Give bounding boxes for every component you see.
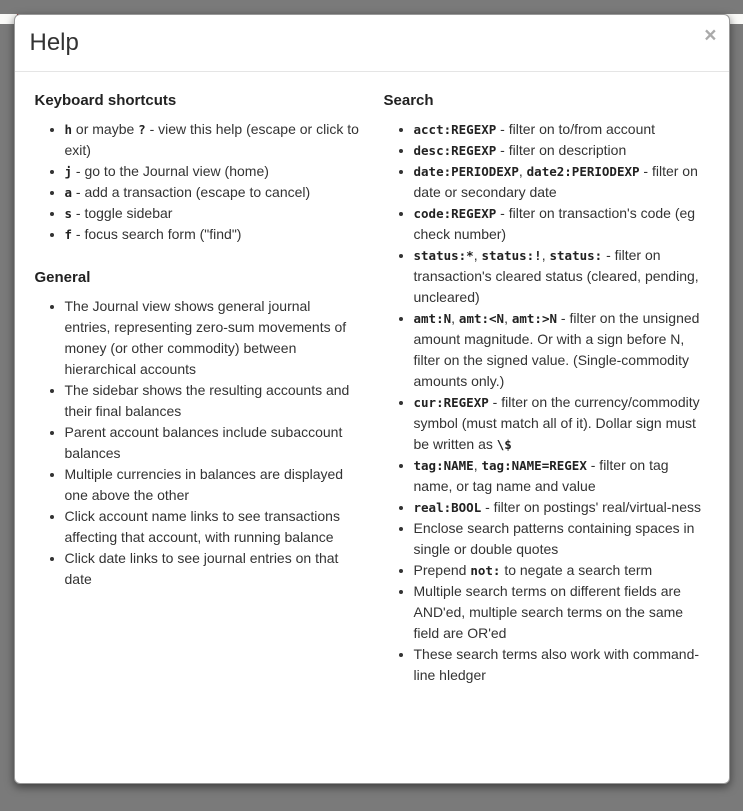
code-term: code:REGEXP xyxy=(413,205,497,221)
code-term: status: xyxy=(549,247,603,263)
code-term: h xyxy=(64,121,73,137)
section-heading: Keyboard shortcuts xyxy=(34,91,177,109)
list-item: • f - focus search form ("find") xyxy=(65,224,360,245)
modal-body xyxy=(15,72,729,721)
list-item: • date:PERIODEXP, date2:PERIODEXP - filter on date or secondary date xyxy=(414,161,709,203)
code-term: amt:<N xyxy=(458,310,505,326)
list-item: • tag:NAME, tag:NAME=REGEX - filter on tag name, or tag name and value xyxy=(414,455,709,497)
code-term: j xyxy=(64,163,73,179)
list-item: • The sidebar shows the resulting accounts and their final balances xyxy=(65,380,360,422)
help-modal xyxy=(14,14,730,784)
list-item: • desc:REGEXP - filter on description xyxy=(414,140,709,161)
list-item: • Click date links to see journal entries on that date xyxy=(65,548,360,590)
code-term: real:BOOL xyxy=(413,499,482,515)
list-item: • Enclose search patterns containing spaces in single or double quotes xyxy=(414,518,709,560)
code-term: cur:REGEXP xyxy=(413,394,489,410)
list-item: • code:REGEXP - filter on transaction's code (eg check number) xyxy=(414,203,709,245)
list-item: • cur:REGEXP - filter on the currency/commodity symbol (must match all of it). Dollar sign must be written as \$ xyxy=(414,392,709,455)
list-item: • a - add a transaction (escape to cancel) xyxy=(65,182,360,203)
code-term: status:! xyxy=(481,247,542,263)
list-item: • These search terms also work with command-line hledger xyxy=(414,644,709,686)
code-term: status:* xyxy=(413,247,474,263)
code-term: tag:NAME xyxy=(413,457,474,473)
list-item: • Prepend not: to negate a search term xyxy=(414,560,709,581)
code-term: f xyxy=(64,226,73,242)
list-item: • Click account name links to see transactions affecting that account, with running balance xyxy=(65,506,360,548)
section-heading: General xyxy=(34,268,91,286)
code-term: date2:PERIODEXP xyxy=(526,163,640,179)
code-term: acct:REGEXP xyxy=(413,121,497,137)
code-term: not: xyxy=(470,562,501,578)
code-term: amt:>N xyxy=(511,310,558,326)
section-list xyxy=(35,119,360,245)
list-item: • real:BOOL - filter on postings' real/virtual-ness xyxy=(414,497,709,518)
section-list xyxy=(384,119,709,686)
code-term: a xyxy=(64,184,73,200)
list-item: • s - toggle sidebar xyxy=(65,203,360,224)
page-background xyxy=(0,14,743,811)
left-column xyxy=(23,92,372,696)
code-term: date:PERIODEXP xyxy=(413,163,519,179)
code-term: amt:N xyxy=(413,310,452,326)
list-item: • h or maybe ? - view this help (escape or click to exit) xyxy=(65,119,360,161)
code-term: tag:NAME=REGEX xyxy=(481,457,587,473)
code-term: desc:REGEXP xyxy=(413,142,497,158)
modal-header xyxy=(15,15,729,72)
code-term: ? xyxy=(138,121,146,137)
section-list xyxy=(35,296,360,590)
code-term: \$ xyxy=(496,436,512,452)
list-item: • amt:N, amt:<N, amt:>N - filter on the unsigned amount magnitude. Or with a sign before N, filter on the signed value. (Single-commodity amounts only.) xyxy=(414,308,709,392)
list-item: • Multiple search terms on different fields are AND'ed, multiple search terms on the same field are OR'ed xyxy=(414,581,709,644)
list-item: • status:*, status:!, status: - filter on transaction's cleared status (cleared, pending, uncleared) xyxy=(414,245,709,308)
list-item: • Parent account balances include subaccount balances xyxy=(65,422,360,464)
list-item: • The Journal view shows general journal entries, representing zero-sum movements of money (or other commodity) between hierarchical accounts xyxy=(65,296,360,380)
close-icon[interactable]: × xyxy=(704,24,717,47)
right-column xyxy=(372,92,721,696)
section-heading: Search xyxy=(383,91,434,109)
list-item: • acct:REGEXP - filter on to/from account xyxy=(414,119,709,140)
list-item: • Multiple currencies in balances are displayed one above the other xyxy=(65,464,360,506)
list-item: • j - go to the Journal view (home) xyxy=(65,161,360,182)
code-term: s xyxy=(64,205,73,221)
modal-title: Help xyxy=(29,29,79,56)
